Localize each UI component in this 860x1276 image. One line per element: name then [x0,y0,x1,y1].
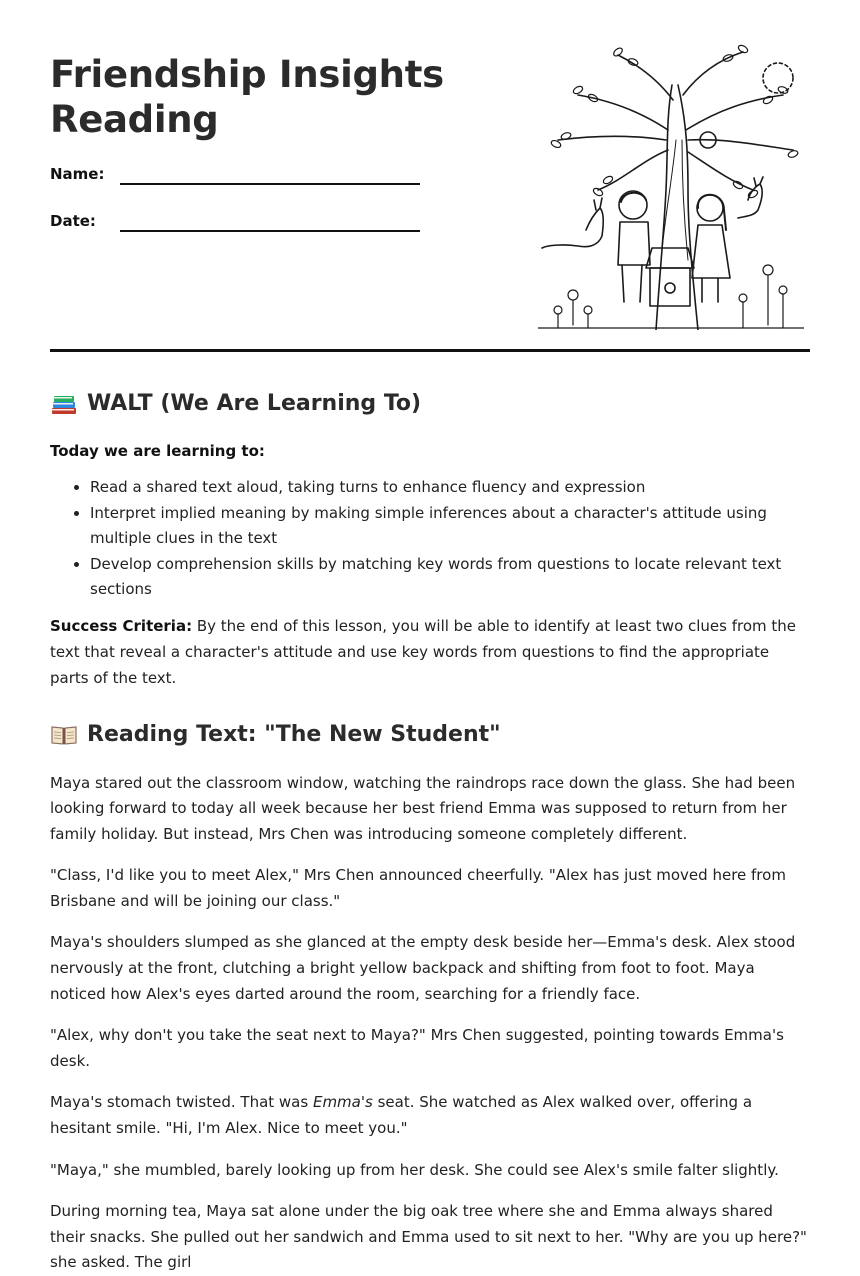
success-criteria-label: Success Criteria: [50,617,192,635]
worksheet-content [50,388,810,1276]
header-divider [50,349,810,352]
worksheet-page [50,0,810,351]
reading-heading [50,719,810,751]
walt-section [50,388,810,691]
story-text-run: Maya's stomach twisted. That was [50,1093,313,1111]
kids-under-tree-illustration [538,40,804,330]
story-paragraph: "Alex, why don't you take the seat next to Maya?" Mrs Chen suggested, pointing towards Emma's desk. [50,1023,810,1074]
name-line[interactable] [120,183,420,185]
success-criteria [50,613,810,691]
story-emphasis: Emma's [313,1093,373,1111]
walt-heading-text: WALT (We Are Learning To) [87,388,421,420]
story-paragraph: "Class, I'd like you to meet Alex," Mrs Chen announced cheerfully. "Alex has just moved here from Brisbane and will be joining our class." [50,863,810,914]
story-paragraph: Maya stared out the classroom window, watching the raindrops race down the glass. She had been looking forward to today all week because her best friend Emma was supposed to return from her family holiday. But instead, Mrs Chen was introducing someone completely different. [50,771,810,848]
date-label: Date: [50,212,96,230]
walt-heading [50,388,810,420]
walt-objectives-list [50,475,810,603]
books-icon [50,392,78,416]
walt-objective: • Develop comprehension skills by matching key words from questions to locate relevant text sections [90,552,810,603]
story-text-run: seat. She watched as Alex walked over, offering a hesitant smile. "Hi, I'm Alex. Nice to meet you." [50,1093,752,1137]
walt-objective: • Interpret implied meaning by making simple inferences about a character's attitude using multiple clues in the text [90,501,810,552]
story-paragraph: "Maya," she mumbled, barely looking up from her desk. She could see Alex's smile falter slightly. [50,1158,810,1184]
walt-intro: Today we are learning to: [50,441,810,461]
story-paragraph [50,1090,810,1141]
reading-heading-text: Reading Text: "The New Student" [87,719,501,751]
title-line-2: Reading [50,98,218,141]
story-paragraph: Maya's shoulders slumped as she glanced at the empty desk beside her—Emma's desk. Alex stood nervously at the front, clutching a bright yellow backpack and shifting from foot to foot. Maya noticed how Alex's eyes darted around the room, searching for a friendly face. [50,930,810,1007]
date-field [50,212,420,242]
name-label: Name: [50,165,104,183]
title-line-1: Friendship Insights [50,53,444,96]
open-book-icon [50,723,78,747]
date-line[interactable] [120,230,420,232]
success-criteria-text: By the end of this lesson, you will be able to identify at least two clues from the text that reveal a character's attitude and use key words from questions to find the appropriate parts of the text. [50,617,796,687]
story-text [50,771,810,1276]
story-paragraph: During morning tea, Maya sat alone under the big oak tree where she and Emma always shared their snacks. She pulled out her sandwich and Emma used to sit next to her. "Why are you up here?" she asked. The girl [50,1199,810,1276]
name-field [50,165,420,195]
page-title [50,52,444,142]
walt-objective: • Read a shared text aloud, taking turns to enhance fluency and expression [90,475,810,501]
reading-section [50,719,810,1276]
worksheet-header [50,0,810,351]
